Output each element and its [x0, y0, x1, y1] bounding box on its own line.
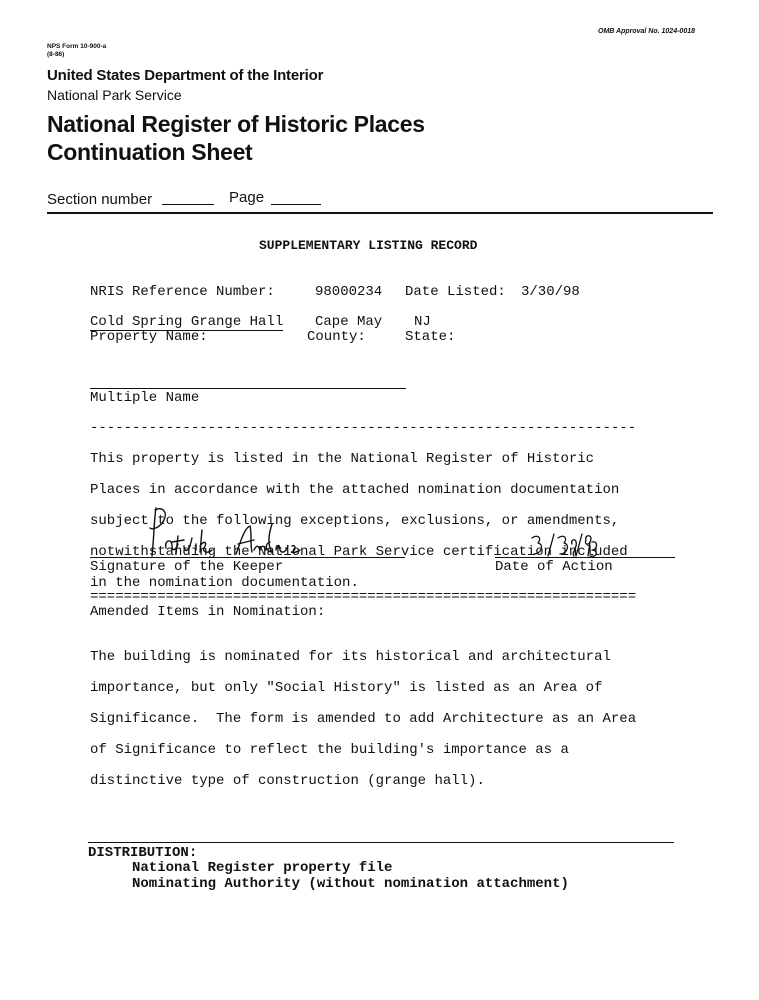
signature-line — [90, 557, 405, 558]
date-listed-label: Date Listed: — [405, 284, 506, 300]
amendment-paragraph — [90, 634, 636, 805]
department-name: United States Department of the Interior — [47, 67, 324, 84]
signature-label: Signature of the Keeper — [90, 559, 284, 575]
amendment-line: Significance. The form is amended to add Architecture as an Area — [90, 710, 637, 727]
certification-line: in the nomination documentation. — [90, 574, 359, 591]
section-number-blank — [162, 204, 214, 205]
nris-value: 98000234 — [315, 284, 383, 300]
dashed-divider: ----------------------------------------------------------------- — [90, 420, 637, 436]
date-listed-value: 3/30/98 — [521, 284, 580, 300]
property-name-label: Property Name: — [90, 329, 208, 345]
certification-line: subject to the following exceptions, exclusions, or amendments, — [90, 512, 620, 529]
distribution-label: DISTRIBUTION: — [88, 845, 198, 861]
double-divider: ================================================================= — [90, 589, 637, 605]
state-label: State: — [405, 329, 456, 345]
multiple-name-blank — [90, 388, 406, 389]
header-divider — [47, 212, 713, 214]
agency-name: National Park Service — [47, 87, 182, 103]
distribution-item: Nominating Authority (without nomination attachment) — [132, 876, 569, 892]
multiple-name-label: Multiple Name — [90, 390, 200, 406]
distribution-divider — [88, 842, 674, 843]
county-value: Cape May — [315, 314, 383, 330]
form-number: NPS Form 10-900-a — [47, 43, 107, 50]
document-title: National Register of Historic Places — [47, 111, 425, 137]
keeper-signature — [140, 500, 310, 560]
amended-items-label: Amended Items in Nomination: — [90, 604, 326, 620]
date-of-action-line — [495, 557, 675, 558]
section-number-label: Section number — [47, 191, 153, 208]
county-label: County: — [307, 329, 366, 345]
amendment-line: of Significance to reflect the building's importance as a — [90, 741, 569, 758]
page-number-blank — [271, 204, 321, 205]
certification-line: Places in accordance with the attached nomination documentation — [90, 481, 620, 498]
record-heading: SUPPLEMENTARY LISTING RECORD — [259, 238, 478, 253]
page-label: Page — [229, 189, 265, 206]
certification-line: notwithstanding the National Park Service certification included — [90, 543, 628, 560]
date-of-action-label: Date of Action — [495, 559, 613, 575]
distribution-item: National Register property file — [132, 860, 393, 876]
amendment-line: importance, but only "Social History" is listed as an Area of — [90, 679, 603, 696]
property-name-value: Cold Spring Grange Hall — [90, 314, 284, 330]
omb-number: OMB Approval No. 1024-0018 — [598, 28, 695, 35]
amendment-line: The building is nominated for its historical and architectural — [90, 648, 611, 665]
state-value: NJ — [414, 314, 431, 330]
form-date: (8-86) — [47, 51, 65, 58]
amendment-line: distinctive type of construction (grange hall). — [90, 772, 485, 789]
nris-label: NRIS Reference Number: — [90, 284, 275, 300]
document-subtitle: Continuation Sheet — [47, 139, 253, 165]
certification-line: This property is listed in the National Register of Historic — [90, 450, 595, 467]
